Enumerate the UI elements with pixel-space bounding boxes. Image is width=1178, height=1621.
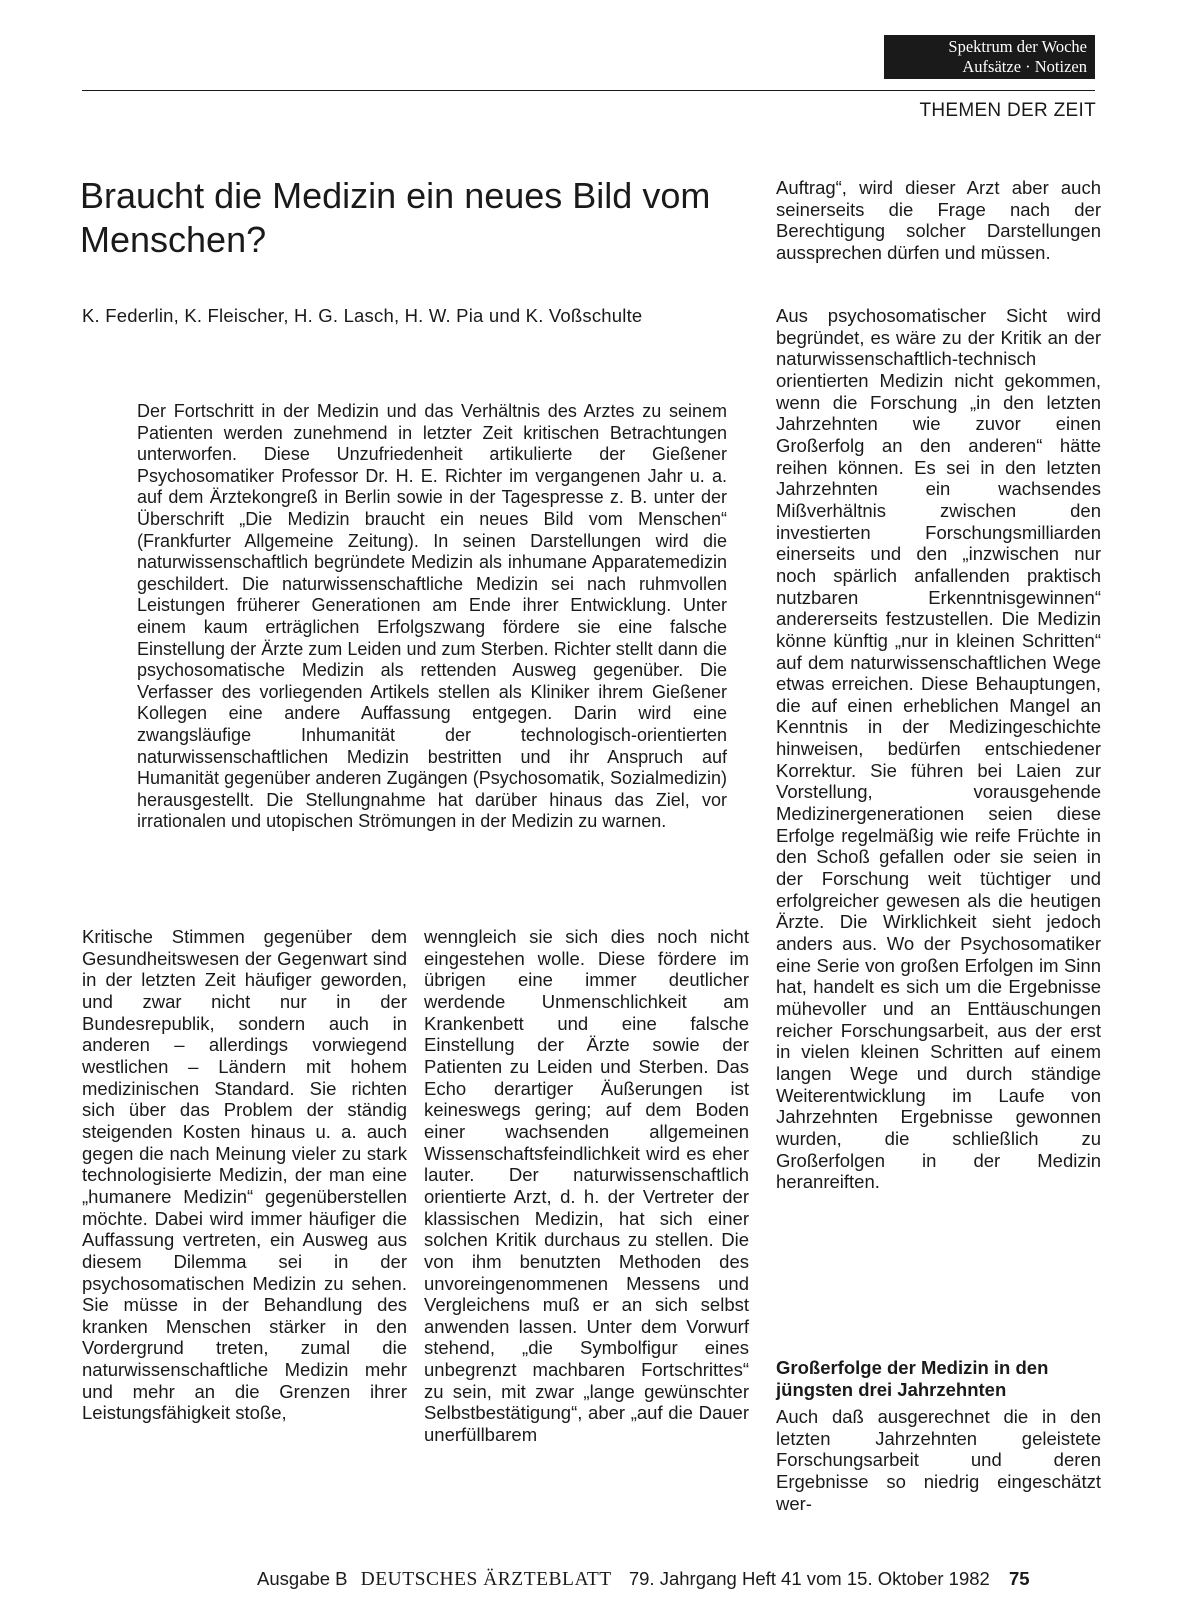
article-abstract: Der Fortschritt in der Medizin und das Verhältnis des Arztes zu seinem Patienten werden zunehmend in letzter Zeit kritischen Betrachtungen unterworfen. Diese Unzufriedenheit artikulierte der Gießener Psychosomatiker Professor Dr. H. E. Richter im vergangenen Jahr u. a. auf dem Ärztekongreß in Berlin sowie in der Tagespresse z. B. unter der Überschrift „Die Medizin braucht ein neues Bild vom Menschen“ (Frankfurter Allgemeine Zeitung). In seinen Darstellungen wird die naturwissenschaftlich begründete Medizin als inhumane Apparatemedizin geschildert. Die naturwissenschaftliche Medizin sei nach ruhmvollen Leistungen früherer Generationen am Ende ihrer Entwicklung. Unter einem kaum erträglichen Erfolgszwang fördere sie eine falsche Einstellung der Ärzte zum Leiden und zum Sterben. Richter stellt dann die psychosomatische Medizin als rettenden Ausweg gegenüber. Die Verfasser des vorliegenden Artikels stellen als Kliniker ihrem Gießener Kollegen eine andere Auffassung entgegen. Darin wird eine zwangsläufige Inhumanität der technologisch-orientierten naturwissenschaftlichen Medizin bestritten und ihr Anspruch auf Humanität gegenüber anderen Zugängen (Psychosomatik, Sozialmedizin) herausgestellt. Die Stellungnahme hat darüber hinaus das Ziel, vor irrationalen und utopischen Strömungen in der Medizin zu warnen.	[137, 401, 727, 832]
badge-line-2: Aufsätze · Notizen	[962, 57, 1087, 76]
section-badge	[884, 35, 1095, 79]
section-subheading: Großerfolge der Medizin in den jüngsten drei Jahrzehnten	[776, 1357, 1049, 1400]
page-number: 75	[1008, 1568, 1030, 1589]
footer-journal: DEUTSCHES ÄRZTEBLATT	[360, 1569, 612, 1590]
footer-edition: Ausgabe B	[257, 1568, 348, 1589]
header-rule	[82, 90, 1095, 91]
body-column-3-main: Aus psychosomatischer Sicht wird begründet, es wäre zu der Kritik an der naturwissenschaftlich-technisch orientierten Medizin nicht gekommen, wenn die Forschung „in den letzten Jahrzehnten wie zuvor einen Großerfolg an den anderen“ hätte reihen können. Es sei in den letzten Jahrzehnten ein wachsendes Mißverhältnis zwischen den investierten Forschungsmilliarden einerseits und den „inzwischen nur noch spärlich anfallenden praktisch nutzbaren Erkenntnisgewinnen“ andererseits festzustellen. Die Medizin könne künftig „nur in kleinen Schritten“ auf dem naturwissenschaftlichen Wege etwas erreichen. Diese Behauptungen, die auf einen erheblichen Mangel an Kenntnis in der Medizingeschichte hinweisen, bedürfen entschiedener Korrektur. Sie führen bei Laien zur Vorstellung, vorausgehende Medizinergenerationen seien diese Erfolge regelmäßig wie reife Früchte in den Schoß gefallen oder sie seien in der Forschung weit tüchtiger und erfolgreicher gewesen als die heutigen Ärzte. Die Wirklichkeit sieht jedoch anders aus. Wo der Psychosomatiker eine Serie von großen Erfolgen im Sinn hat, handelt es sich um die Ergebnisse mühevoller und an Enttäuschungen reicher Forschungsarbeit, aus der erst in vielen kleinen Schritten auf einem langen Wege und durch ständige Weiterentwicklung im Laufe von Jahrzehnten Ergebnisse gewonnen wurden, die schließlich zu Großerfolgen in der Medizin heranreiften.	[776, 305, 1101, 1193]
article-authors: K. Federlin, K. Fleischer, H. G. Lasch, H. W. Pia und K. Voßschulte	[82, 305, 643, 326]
section-label: THEMEN DER ZEIT	[919, 100, 1096, 121]
badge-line-1: Spektrum der Woche	[948, 37, 1087, 56]
footer-issue: 79. Jahrgang Heft 41 vom 15. Oktober 1982	[628, 1568, 990, 1589]
body-column-2: wenngleich sie sich dies noch nicht eingestehen wolle. Diese fördere im übrigen eine immer deutlicher werdende Unmenschlichkeit am Krankenbett und eine falsche Einstellung der Ärzte sowie der Patienten zu Leiden und Sterben. Das Echo derartiger Äußerungen ist keineswegs gering; auf dem Boden einer wachsenden allgemeinen Wissenschaftsfeindlichkeit wird es eher lauter. Der naturwissenschaftlich orientierte Arzt, d. h. der Vertreter der klassischen Medizin, hat sich einer solchen Kritik durchaus zu stellen. Die von ihm benutzten Methoden des unvoreingenommenen Messens und Vergleichens muß er an sich selbst anwenden lassen. Unter dem Vorwurf stehend, „die Symbolfigur eines unbegrenzt machbaren Fortschrittes“ zu sein, mit zwar „lange gewünschter Selbstbestätigung“, aber „auf die Dauer unerfüllbarem	[424, 926, 749, 1446]
page-footer	[257, 1568, 1030, 1591]
body-column-1: Kritische Stimmen gegenüber dem Gesundheitswesen der Gegenwart sind in der letzten Zeit häufiger geworden, und zwar nicht nur in der Bundesrepublik, sondern auch in anderen – allerdings vorwiegend westlichen – Ländern mit hohem medizinischen Standard. Sie richten sich über das Problem der ständig steigenden Kosten hinaus u. a. auch gegen die nach Meinung vieler zu stark technologisierte Medizin, der man eine „humanere Medizin“ gegenüberstellen möchte. Dabei wird immer häufiger die Auffassung vertreten, ein Ausweg aus diesem Dilemma sei in der psychosomatischen Medizin zu sehen. Sie müsse in der Behandlung des kranken Menschen stärker in den Vordergrund treten, zumal die naturwissenschaftliche Medizin mehr und mehr an die Grenzen ihrer Leistungsfähigkeit stoße,	[82, 926, 407, 1424]
article-title: Braucht die Medizin ein neues Bild vom Menschen?	[80, 175, 711, 260]
body-column-3-bottom: Auch daß ausgerechnet die in den letzten Jahrzehnten geleistete Forschungsarbeit und deren Ergebnisse so niedrig eingeschätzt wer-	[776, 1406, 1101, 1514]
body-column-3-top: Auftrag“, wird dieser Arzt aber auch seinerseits die Frage nach der Berechtigung solcher Darstellungen aussprechen dürfen und müssen.	[776, 177, 1101, 263]
